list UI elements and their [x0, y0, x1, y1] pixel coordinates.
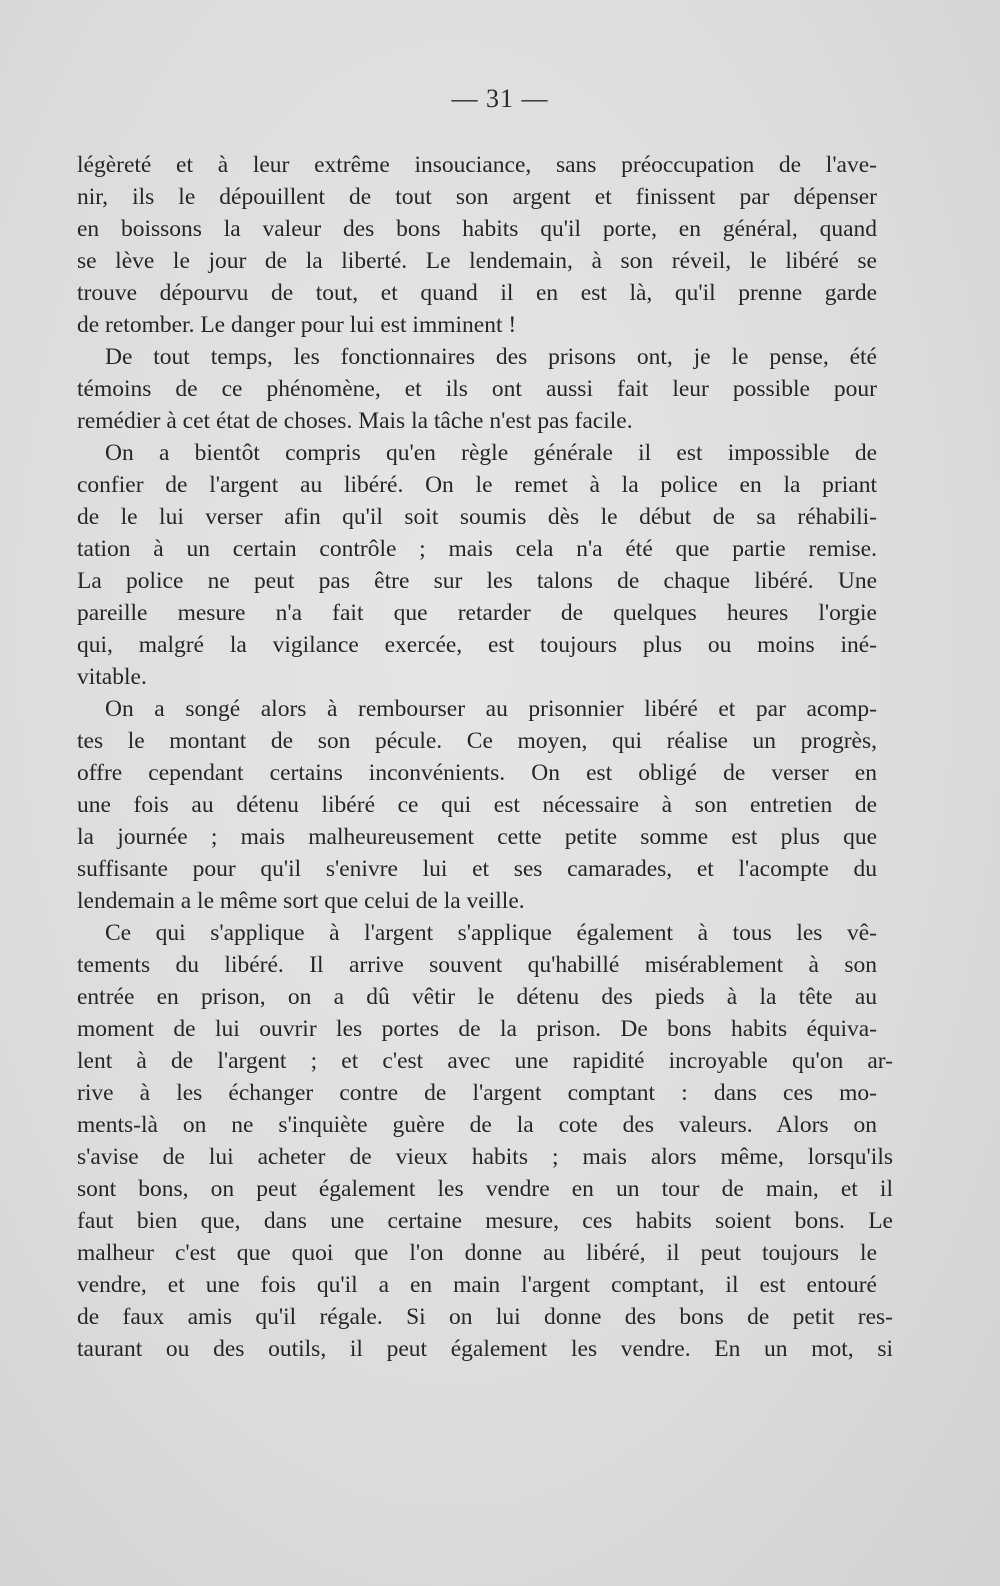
text-line: la journée ; mais malheureusement cette petite somme est plus que: [77, 824, 877, 850]
text-line: pareille mesure n'a fait que retarder de quelques heures l'orgie: [77, 600, 877, 626]
text-line: ments-là on ne s'inquiète guère de la cote des valeurs. Alors on: [77, 1112, 877, 1138]
text-line: tes le montant de son pécule. Ce moyen, qui réalise un progrès,: [77, 728, 877, 754]
paragraph-first-line: On a songé alors à rembourser au prisonnier libéré et par acomp-: [105, 696, 877, 722]
text-line: se lève le jour de la liberté. Le lendemain, à son réveil, le libéré se: [77, 248, 877, 274]
text-line: faut bien que, dans une certaine mesure, ces habits soient bons. Le: [77, 1208, 893, 1234]
text-line: tements du libéré. Il arrive souvent qu'habillé misérablement à son: [77, 952, 877, 978]
text-line: légèreté et à leur extrême insouciance, sans préoccupation de l'ave-: [77, 152, 877, 178]
text-line: tation à un certain contrôle ; mais cela n'a été que partie remise.: [77, 536, 877, 562]
paragraph-first-line: Ce qui s'applique à l'argent s'applique également à tous les vê-: [105, 920, 877, 946]
text-line: une fois au détenu libéré ce qui est nécessaire à son entretien de: [77, 792, 877, 818]
text-line: lent à de l'argent ; et c'est avec une rapidité incroyable qu'on ar-: [77, 1048, 893, 1074]
text-line: nir, ils le dépouillent de tout son argent et finissent par dépenser: [77, 184, 877, 210]
text-line: vendre, et une fois qu'il a en main l'argent comptant, il est entouré: [77, 1272, 877, 1298]
text-line: de faux amis qu'il régale. Si on lui donne des bons de petit res-: [77, 1304, 893, 1330]
text-line: La police ne peut pas être sur les talons de chaque libéré. Une: [77, 568, 877, 594]
text-line: de le lui verser afin qu'il soit soumis dès le début de sa réhabili-: [77, 504, 877, 530]
text-line: malheur c'est que quoi que l'on donne au libéré, il peut toujours le: [77, 1240, 877, 1266]
text-line: vitable.: [77, 664, 147, 690]
text-line: entrée en prison, on a dû vêtir le détenu des pieds à la tête au: [77, 984, 877, 1010]
text-line: de retomber. Le danger pour lui est imminent !: [77, 312, 517, 338]
page-number: — 31 —: [451, 84, 549, 113]
text-line: trouve dépourvu de tout, et quand il en est là, qu'il prenne garde: [77, 280, 877, 306]
text-line: qui, malgré la vigilance exercée, est toujours plus ou moins iné-: [77, 632, 877, 658]
text-line: moment de lui ouvrir les portes de la prison. De bons habits équiva-: [77, 1016, 877, 1042]
body-text: [77, 149, 893, 1365]
text-line: s'avise de lui acheter de vieux habits ; mais alors même, lorsqu'ils: [77, 1144, 893, 1170]
text-line: suffisante pour qu'il s'enivre lui et ses camarades, et l'acompte du: [77, 856, 877, 882]
text-line: rive à les échanger contre de l'argent comptant : dans ces mo-: [77, 1080, 877, 1106]
text-line: remédier à cet état de choses. Mais la tâche n'est pas facile.: [77, 408, 633, 434]
text-line: témoins de ce phénomène, et ils ont aussi fait leur possible pour: [77, 376, 877, 402]
text-line: lendemain a le même sort que celui de la veille.: [77, 888, 525, 914]
paragraph-first-line: On a bientôt compris qu'en règle générale il est impossible de: [105, 440, 877, 466]
text-line: taurant ou des outils, il peut également les vendre. En un mot, si: [77, 1336, 893, 1362]
text-line: offre cependant certains inconvénients. On est obligé de verser en: [77, 760, 877, 786]
text-line: en boissons la valeur des bons habits qu'il porte, en général, quand: [77, 216, 877, 242]
text-line: confier de l'argent au libéré. On le remet à la police en la priant: [77, 472, 877, 498]
text-line: sont bons, on peut également les vendre en un tour de main, et il: [77, 1176, 893, 1202]
paragraph-first-line: De tout temps, les fonctionnaires des prisons ont, je le pense, été: [105, 344, 877, 370]
